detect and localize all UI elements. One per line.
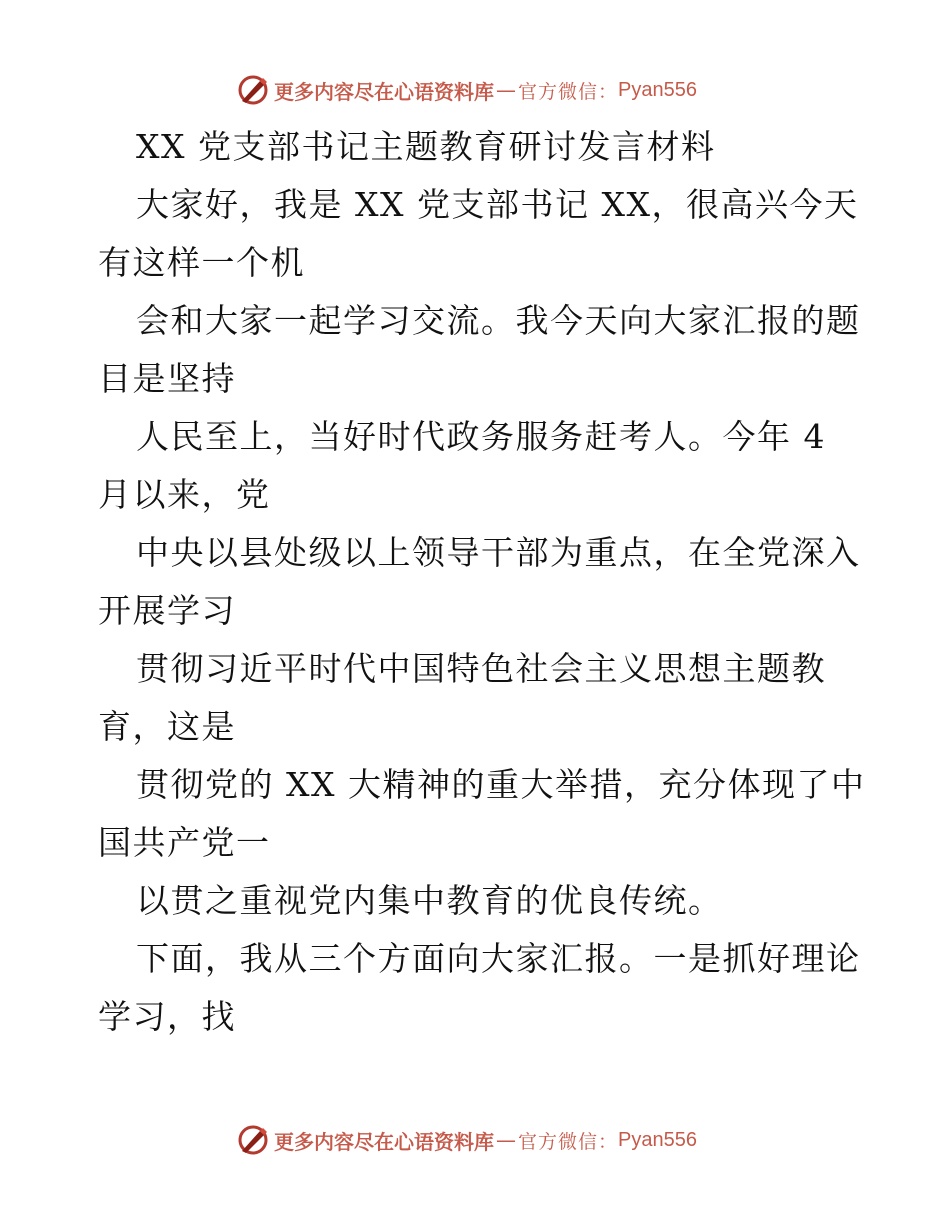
document-line: 开展学习: [98, 591, 236, 630]
document-body: [98, 118, 866, 1046]
header-banner: [236, 70, 697, 110]
pen-logo-icon: [236, 73, 270, 107]
document-line: 以贯之重视党内集中教育的优良传统。: [136, 881, 723, 920]
footer-banner-main-text: 更多内容尽在心语资料库: [274, 1129, 494, 1154]
footer-banner-wechat-label: 官方微信：: [518, 1130, 619, 1153]
document-line: 育，这是: [98, 707, 236, 746]
document-line: 会和大家一起学习交流。我今天向大家汇报的题: [136, 301, 861, 340]
document-line: 目是坚持: [98, 359, 236, 398]
document-line: 学习，找: [98, 997, 236, 1036]
pen-logo-icon: [236, 1123, 270, 1157]
document-line: 大家好，我是 XX 党支部书记 XX，很高兴今天: [136, 185, 859, 224]
footer-banner-wechat-id: Pyan556: [618, 1128, 697, 1151]
document-line: 国共产党一: [98, 823, 271, 862]
header-banner-separator: —: [496, 78, 516, 102]
document-line: 贯彻习近平时代中国特色社会主义思想主题教: [136, 649, 826, 688]
header-banner-wechat-id: Pyan556: [618, 78, 697, 101]
document-line: 有这样一个机: [98, 243, 305, 282]
document-line: 贯彻党的 XX 大精神的重大举措，充分体现了中: [136, 765, 866, 804]
header-banner-main-text: 更多内容尽在心语资料库: [274, 79, 494, 104]
document-line: 下面，我从三个方面向大家汇报。一是抓好理论: [136, 939, 861, 978]
document-title: XX 党支部书记主题教育研讨发言材料: [136, 127, 716, 166]
document-line: 人民至上，当好时代政务服务赶考人。今年 4: [136, 417, 826, 456]
document-line: 月以来，党: [98, 475, 271, 514]
document-line: 中央以县处级以上领导干部为重点，在全党深入: [136, 533, 861, 572]
footer-banner: [236, 1120, 697, 1160]
header-banner-wechat-label: 官方微信：: [518, 80, 619, 103]
footer-banner-separator: —: [496, 1128, 516, 1152]
